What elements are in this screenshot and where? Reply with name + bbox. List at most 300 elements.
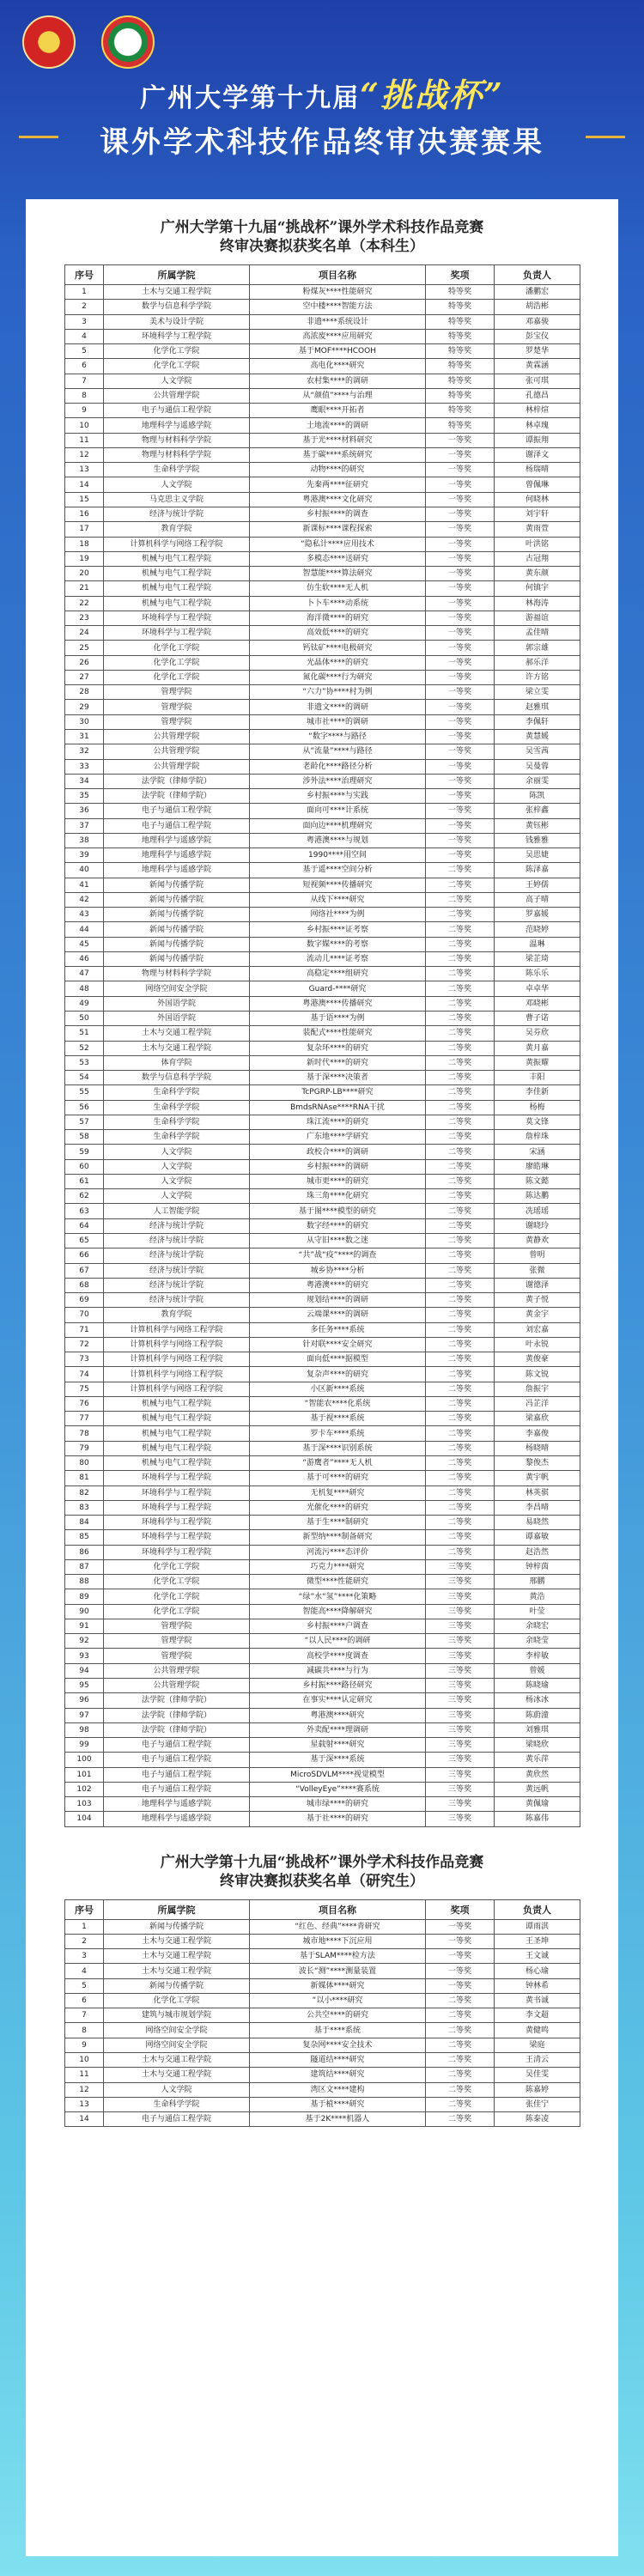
- cell-leader: 莫文锋: [495, 1115, 580, 1129]
- cell-project: “以人民****的调研: [250, 1634, 426, 1649]
- cell-index: 99: [65, 1738, 104, 1753]
- cell-index: 20: [65, 567, 104, 581]
- table-row: [65, 1293, 580, 1308]
- cell-award: 二等奖: [426, 1455, 495, 1470]
- cell-award: 一等奖: [426, 1934, 495, 1948]
- cell-college: 公共管理学院: [104, 729, 250, 744]
- table-row: [65, 537, 580, 551]
- cell-leader: 温琳: [495, 937, 580, 951]
- cell-project: 高稳定****组研究: [250, 967, 426, 981]
- table-row: [65, 1041, 580, 1055]
- cell-college: 环境科学与工程学院: [104, 611, 250, 625]
- cell-leader: 郝乐洋: [495, 655, 580, 670]
- cell-college: 新闻与传播学院: [104, 1978, 250, 1993]
- cell-leader: 黄佩瑜: [495, 1797, 580, 1812]
- cell-index: 23: [65, 611, 104, 625]
- table-row: [65, 951, 580, 966]
- cell-project: 新型纳****制备研究: [250, 1530, 426, 1545]
- cell-leader: 李嘉俊: [495, 1426, 580, 1441]
- cell-project: 光催化****的研究: [250, 1500, 426, 1515]
- table-row: [65, 1367, 580, 1382]
- cell-project: 数字经****的研究: [250, 1218, 426, 1233]
- table-row: [65, 670, 580, 684]
- cell-award: 二等奖: [426, 1322, 495, 1337]
- youth-league-logo-icon: [22, 15, 76, 69]
- table-row: [65, 596, 580, 611]
- cell-leader: 詹梓珠: [495, 1130, 580, 1145]
- cell-leader: 廖皓琳: [495, 1159, 580, 1174]
- cell-leader: 李昌晴: [495, 1500, 580, 1515]
- cell-college: 计算机科学与网络工程学院: [104, 1352, 250, 1367]
- undergrad-results-table: [64, 264, 580, 1827]
- cell-award: 二等奖: [426, 1530, 495, 1545]
- cell-award: 二等奖: [426, 1352, 495, 1367]
- undergrad-section-title-line2: 终审决赛拟获奖名单（本科生）: [220, 238, 424, 255]
- table-row: [65, 1382, 580, 1396]
- cell-index: 59: [65, 1145, 104, 1159]
- cell-college: 电子与通信工程学院: [104, 1767, 250, 1782]
- cell-index: 98: [65, 1722, 104, 1737]
- cell-project: 基于生****制研究: [250, 1516, 426, 1530]
- cell-leader: 张微: [495, 1263, 580, 1278]
- table-row: [65, 2112, 580, 2127]
- cell-index: 46: [65, 951, 104, 966]
- cell-project: 老龄化****路径分析: [250, 759, 426, 774]
- cell-leader: 黄振耀: [495, 1055, 580, 1070]
- cell-index: 103: [65, 1797, 104, 1812]
- cell-award: 二等奖: [426, 2053, 495, 2068]
- cell-project: 基于遥****空间分析: [250, 863, 426, 878]
- cell-college: 机械与电气工程学院: [104, 596, 250, 611]
- cell-project: 基于MOF****HCOOH: [250, 344, 426, 359]
- cell-project: 空中楼****智能方法: [250, 300, 426, 314]
- grad-section-title-line1: 广州大学第十九届“挑战杯”课外学术科技作品竞赛: [160, 1853, 484, 1871]
- cell-college: 机械与电气工程学院: [104, 1441, 250, 1455]
- cell-leader: 林海涛: [495, 596, 580, 611]
- cell-award: 二等奖: [426, 1426, 495, 1441]
- cell-leader: 梁晓欣: [495, 1738, 580, 1753]
- cell-index: 76: [65, 1396, 104, 1411]
- cell-award: 二等奖: [426, 1382, 495, 1396]
- table-row: [65, 729, 580, 744]
- cell-project: 云端课****的调研: [250, 1308, 426, 1322]
- cell-project: 城市地****下沉应用: [250, 1934, 426, 1948]
- cell-college: 新闻与传播学院: [104, 908, 250, 922]
- cell-project: 多任务****系统: [250, 1322, 426, 1337]
- cell-leader: 范晓婷: [495, 922, 580, 937]
- cell-college: 新闻与传播学院: [104, 892, 250, 907]
- cell-award: 二等奖: [426, 1234, 495, 1249]
- cell-college: 教育学院: [104, 1308, 250, 1322]
- cell-project: 河流污****态评价: [250, 1545, 426, 1559]
- cell-award: 一等奖: [426, 729, 495, 744]
- cell-project: “智能农****化系统: [250, 1396, 426, 1411]
- table-row: [65, 863, 580, 878]
- cell-college: 数学与信息科学学院: [104, 300, 250, 314]
- cell-project: 卜卜车****动系统: [250, 596, 426, 611]
- cell-project: 复杂环****的研究: [250, 1041, 426, 1055]
- cell-college: 外国语学院: [104, 1012, 250, 1026]
- cell-index: 93: [65, 1649, 104, 1663]
- cell-award: 特等奖: [426, 329, 495, 343]
- cell-college: 地理科学与遥感学院: [104, 418, 250, 433]
- cell-leader: 邓晓彬: [495, 996, 580, 1011]
- cell-college: 环境科学与工程学院: [104, 1545, 250, 1559]
- table-row: [65, 981, 580, 996]
- cell-project: 乡村振****与实践: [250, 789, 426, 804]
- cell-index: 61: [65, 1174, 104, 1188]
- cell-index: 58: [65, 1130, 104, 1145]
- cell-award: 三等奖: [426, 1767, 495, 1782]
- cell-leader: 李佳新: [495, 1085, 580, 1100]
- cell-index: 84: [65, 1516, 104, 1530]
- cell-leader: 邓嘉骏: [495, 314, 580, 329]
- cell-college: 马克思主义学院: [104, 492, 250, 507]
- cell-award: 二等奖: [426, 1308, 495, 1322]
- table-row: [65, 1753, 580, 1767]
- cell-project: 规划结****的调研: [250, 1293, 426, 1308]
- cell-index: 9: [65, 2038, 104, 2052]
- cell-college: 人文学院: [104, 374, 250, 388]
- cell-leader: 黄东颜: [495, 567, 580, 581]
- cell-project: 动物****的研究: [250, 463, 426, 477]
- table-row: [65, 1964, 580, 1978]
- cell-award: 二等奖: [426, 981, 495, 996]
- table-row: [65, 418, 580, 433]
- cell-college: 物理与材料科学学院: [104, 447, 250, 462]
- cell-college: 环境科学与工程学院: [104, 1516, 250, 1530]
- cell-index: 55: [65, 1085, 104, 1100]
- cell-college: 土木与交通工程学院: [104, 1964, 250, 1978]
- cell-index: 67: [65, 1263, 104, 1278]
- cell-award: 一等奖: [426, 848, 495, 863]
- table-row: [65, 744, 580, 759]
- cell-index: 100: [65, 1753, 104, 1767]
- cell-index: 35: [65, 789, 104, 804]
- cell-index: 90: [65, 1604, 104, 1619]
- cell-index: 54: [65, 1071, 104, 1085]
- cell-index: 42: [65, 892, 104, 907]
- cell-leader: 曾媛: [495, 1663, 580, 1678]
- cell-award: 二等奖: [426, 2038, 495, 2052]
- cell-award: 三等奖: [426, 1604, 495, 1619]
- cell-award: 三等奖: [426, 1693, 495, 1708]
- cell-award: 二等奖: [426, 863, 495, 878]
- cell-leader: 李文超: [495, 2008, 580, 2023]
- table-row: [65, 922, 580, 937]
- table-row: [65, 1693, 580, 1708]
- cell-award: 一等奖: [426, 1978, 495, 1993]
- cell-project: 从线下****研究: [250, 892, 426, 907]
- cell-index: 44: [65, 922, 104, 937]
- cell-project: 基于深****系统: [250, 1753, 426, 1767]
- cell-index: 74: [65, 1367, 104, 1382]
- table-row: [65, 1012, 580, 1026]
- table-row: [65, 1189, 580, 1204]
- cell-leader: 梁芷琦: [495, 951, 580, 966]
- cell-index: 56: [65, 1100, 104, 1115]
- cell-college: 化学化工学院: [104, 359, 250, 374]
- cell-index: 102: [65, 1782, 104, 1796]
- cell-award: 特等奖: [426, 359, 495, 374]
- cell-index: 29: [65, 700, 104, 714]
- cell-project: 复杂声****的研究: [250, 1367, 426, 1382]
- cell-college: 生命科学学院: [104, 1130, 250, 1145]
- cell-index: 11: [65, 2068, 104, 2082]
- cell-index: 11: [65, 433, 104, 447]
- table-row: [65, 1993, 580, 2008]
- cell-project: 从守旧****数之迷: [250, 1234, 426, 1249]
- cell-index: 64: [65, 1218, 104, 1233]
- cell-college: 法学院（律师学院）: [104, 789, 250, 804]
- cell-project: 针对联****安全研究: [250, 1337, 426, 1352]
- cell-leader: 杨梅: [495, 1100, 580, 1115]
- cell-index: 60: [65, 1159, 104, 1174]
- table-row: [65, 551, 580, 566]
- cell-college: 地理科学与遥感学院: [104, 863, 250, 878]
- cell-award: 三等奖: [426, 1634, 495, 1649]
- cell-project: 隧道结****研究: [250, 2053, 426, 2068]
- cell-index: 34: [65, 774, 104, 788]
- cell-college: 外国语学院: [104, 996, 250, 1011]
- cell-leader: 赵浩然: [495, 1545, 580, 1559]
- table-row: [65, 1919, 580, 1934]
- cell-project: 乡村振****证考察: [250, 922, 426, 937]
- cell-leader: 陈蔚潼: [495, 1708, 580, 1722]
- table-row: [65, 611, 580, 625]
- cell-college: 管理学院: [104, 1619, 250, 1633]
- cell-leader: 曾明: [495, 1249, 580, 1263]
- cell-award: 一等奖: [426, 507, 495, 521]
- table-row: [65, 2082, 580, 2097]
- cell-leader: 孟佳晴: [495, 626, 580, 641]
- table-row: [65, 1559, 580, 1574]
- cell-project: 短视频****传播研究: [250, 878, 426, 892]
- cell-index: 26: [65, 655, 104, 670]
- table-row: [65, 374, 580, 388]
- cell-index: 31: [65, 729, 104, 744]
- cell-award: 二等奖: [426, 2082, 495, 2097]
- cell-leader: 黄书诚: [495, 1993, 580, 2008]
- table-row: [65, 1678, 580, 1692]
- cell-award: 一等奖: [426, 700, 495, 714]
- cell-college: 公共管理学院: [104, 744, 250, 759]
- cell-award: 一等奖: [426, 492, 495, 507]
- cell-project: 从“流量”****与路径: [250, 744, 426, 759]
- table-row: [65, 626, 580, 641]
- table-row: [65, 848, 580, 863]
- cell-college: 管理学院: [104, 714, 250, 729]
- cell-leader: 孔德昌: [495, 388, 580, 403]
- table-row: [65, 655, 580, 670]
- cell-college: 化学化工学院: [104, 670, 250, 684]
- cell-leader: 吴曼蓉: [495, 759, 580, 774]
- cell-award: 特等奖: [426, 285, 495, 300]
- cell-leader: 高子晴: [495, 892, 580, 907]
- table-row: [65, 1145, 580, 1159]
- cell-award: 三等奖: [426, 1708, 495, 1722]
- cell-project: 粉煤灰****性能研究: [250, 285, 426, 300]
- table-row: [65, 1634, 580, 1649]
- table-row: [65, 433, 580, 447]
- cell-award: 一等奖: [426, 1949, 495, 1964]
- grad-results-table: [64, 1899, 580, 2128]
- cell-leader: 潘鹏宏: [495, 285, 580, 300]
- cell-project: 乡村振****路径研究: [250, 1678, 426, 1692]
- table-row: [65, 1159, 580, 1174]
- cell-award: 一等奖: [426, 804, 495, 818]
- cell-award: 一等奖: [426, 567, 495, 581]
- cell-project: 面向边****机理研究: [250, 818, 426, 833]
- cell-college: 电子与通信工程学院: [104, 404, 250, 418]
- cell-college: 计算机科学与网络工程学院: [104, 537, 250, 551]
- cell-award: 二等奖: [426, 1471, 495, 1485]
- cell-project: TcPGRP-LB****研究: [250, 1085, 426, 1100]
- cell-index: 17: [65, 522, 104, 537]
- table-row: [65, 1545, 580, 1559]
- cell-college: 生命科学学院: [104, 1085, 250, 1100]
- cell-leader: 黄月嘉: [495, 1041, 580, 1055]
- cell-college: 人文学院: [104, 2082, 250, 2097]
- table-row: [65, 329, 580, 343]
- col-header-index: 序号: [65, 265, 104, 285]
- cell-project: 无机复****研究: [250, 1485, 426, 1500]
- cell-index: 41: [65, 878, 104, 892]
- cell-project: 高校学****度调查: [250, 1649, 426, 1663]
- cell-project: 粤港澳****的研究: [250, 1278, 426, 1292]
- table-row: [65, 1278, 580, 1292]
- cell-project: BmdsRNAse****RNA干扰: [250, 1100, 426, 1115]
- cell-award: 特等奖: [426, 374, 495, 388]
- cell-project: 农村集****的调研: [250, 374, 426, 388]
- cell-college: 新闻与传播学院: [104, 922, 250, 937]
- cell-award: 特等奖: [426, 418, 495, 433]
- cell-award: 二等奖: [426, 1367, 495, 1382]
- table-row: [65, 1263, 580, 1278]
- cell-index: 96: [65, 1693, 104, 1708]
- table-row: [65, 1396, 580, 1411]
- table-row: [65, 1797, 580, 1812]
- cell-project: 基于碳****系统研究: [250, 447, 426, 462]
- cell-college: 计算机科学与网络工程学院: [104, 1322, 250, 1337]
- cell-leader: 黄金宇: [495, 1308, 580, 1322]
- table-row: [65, 463, 580, 477]
- cell-award: 三等奖: [426, 1738, 495, 1753]
- cell-college: 法学院（律师学院）: [104, 774, 250, 788]
- cell-leader: 钱雅雅: [495, 833, 580, 848]
- cell-project: 城市社****的调研: [250, 714, 426, 729]
- table-row: [65, 404, 580, 418]
- cell-college: 新闻与传播学院: [104, 1919, 250, 1934]
- cell-leader: 曹子诺: [495, 1012, 580, 1026]
- cell-award: 二等奖: [426, 1293, 495, 1308]
- table-row: [65, 967, 580, 981]
- cell-index: 14: [65, 2112, 104, 2127]
- cell-leader: 赵雅琪: [495, 700, 580, 714]
- cell-project: 基于深****识别系统: [250, 1441, 426, 1455]
- cell-college: 化学化工学院: [104, 1575, 250, 1589]
- cell-index: 33: [65, 759, 104, 774]
- cell-index: 32: [65, 744, 104, 759]
- cell-leader: 王文诚: [495, 1949, 580, 1964]
- cell-project: 装配式****性能研究: [250, 1026, 426, 1041]
- cell-index: 48: [65, 981, 104, 996]
- cell-index: 73: [65, 1352, 104, 1367]
- cell-index: 36: [65, 804, 104, 818]
- cell-index: 30: [65, 714, 104, 729]
- cell-college: 电子与通信工程学院: [104, 1782, 250, 1796]
- cell-award: 三等奖: [426, 1575, 495, 1589]
- cell-index: 97: [65, 1708, 104, 1722]
- col-header-award: 奖项: [426, 265, 495, 285]
- cell-leader: 谢德泽: [495, 1278, 580, 1292]
- cell-award: 二等奖: [426, 967, 495, 981]
- cell-college: 经济与统计学院: [104, 1249, 250, 1263]
- cell-college: 物理与材料科学学院: [104, 433, 250, 447]
- cell-college: 公共管理学院: [104, 1663, 250, 1678]
- cell-project: 海洋微****的研究: [250, 611, 426, 625]
- cell-college: 土木与交通工程学院: [104, 1949, 250, 1964]
- cell-project: 钙钛矿****电极研究: [250, 641, 426, 655]
- cell-award: 二等奖: [426, 1130, 495, 1145]
- table-row: [65, 1708, 580, 1722]
- cell-index: 3: [65, 1949, 104, 1964]
- table-row: [65, 388, 580, 403]
- cell-college: 生命科学学院: [104, 2097, 250, 2111]
- cell-project: 基于图****模型的研究: [250, 1204, 426, 1218]
- cell-project: 高浓废****应用研究: [250, 329, 426, 343]
- cell-college: 机械与电气工程学院: [104, 581, 250, 596]
- cell-project: 仿生软****无人机: [250, 581, 426, 596]
- cell-project: 城市更****的研究: [250, 1174, 426, 1188]
- cell-award: 三等奖: [426, 1797, 495, 1812]
- cell-leader: 吴雪茜: [495, 744, 580, 759]
- cell-leader: 詹振宇: [495, 1382, 580, 1396]
- cell-index: 7: [65, 374, 104, 388]
- col-header-award: 奖项: [426, 1899, 495, 1919]
- cell-award: 一等奖: [426, 1964, 495, 1978]
- cell-college: 网络空间安全学院: [104, 2038, 250, 2052]
- cell-college: 法学院（律师学院）: [104, 1708, 250, 1722]
- cell-index: 38: [65, 833, 104, 848]
- table-row: [65, 2023, 580, 2038]
- cell-project: 粤港澳****文化研究: [250, 492, 426, 507]
- cell-project: “以小****研究: [250, 1993, 426, 2008]
- cell-leader: 陈晓瑜: [495, 1678, 580, 1692]
- cell-college: 电子与通信工程学院: [104, 1753, 250, 1767]
- cell-index: 69: [65, 1293, 104, 1308]
- table-row: [65, 2053, 580, 2068]
- cell-college: 公共管理学院: [104, 759, 250, 774]
- cell-index: 88: [65, 1575, 104, 1589]
- cell-college: 人文学院: [104, 1159, 250, 1174]
- cell-leader: 刘雅琪: [495, 1722, 580, 1737]
- cell-project: 数字媒****的考察: [250, 937, 426, 951]
- cell-leader: 杨瑞晴: [495, 463, 580, 477]
- cell-leader: 钟林希: [495, 1978, 580, 1993]
- table-row: [65, 1055, 580, 1070]
- table-row: [65, 1722, 580, 1737]
- cell-project: 基于可****的研究: [250, 1471, 426, 1485]
- table-row: [65, 2038, 580, 2052]
- cell-award: 一等奖: [426, 685, 495, 700]
- header-banner: [0, 0, 644, 197]
- cell-award: 特等奖: [426, 344, 495, 359]
- cell-index: 13: [65, 463, 104, 477]
- cell-college: 环境科学与工程学院: [104, 1471, 250, 1485]
- cell-project: “数字****与路径: [250, 729, 426, 744]
- table-row: [65, 789, 580, 804]
